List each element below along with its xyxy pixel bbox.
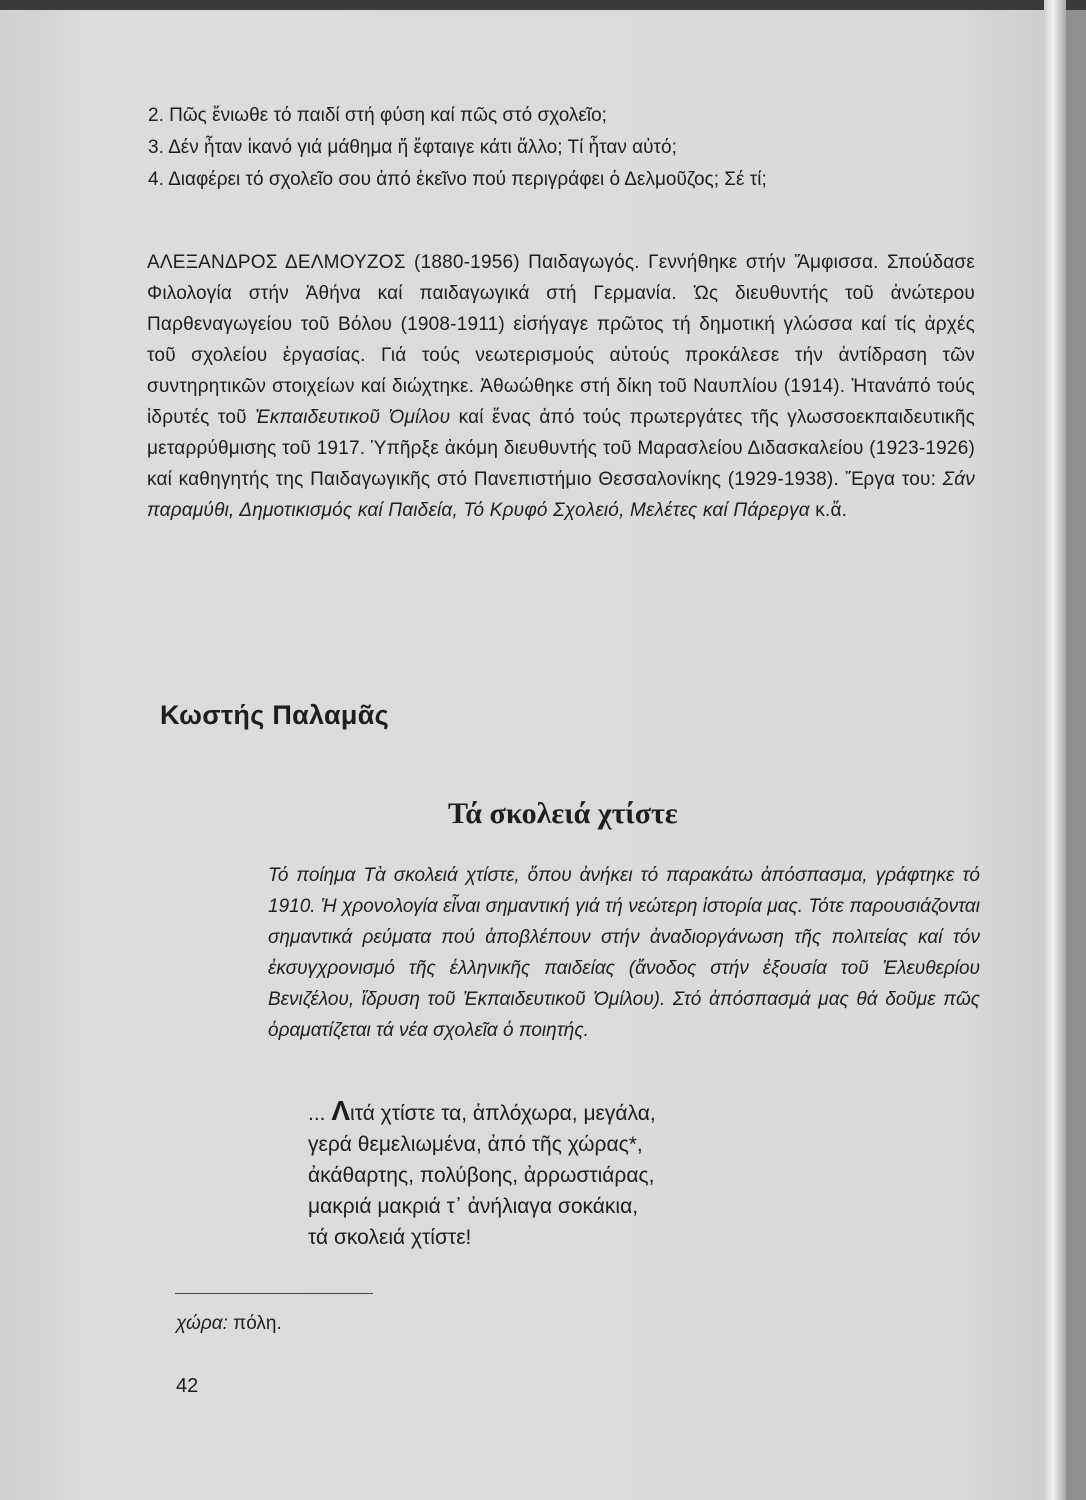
footnote bbox=[176, 1313, 282, 1335]
verse-line-3: ἀκάθαρτης, πολύβοης, ἀρρωστιάρας, bbox=[308, 1164, 655, 1187]
bio-text-3: κ.ἄ. bbox=[809, 500, 848, 521]
question-4: 4. Διαφέρει τό σχολεῖο σου ἀπό ἐκεῖνο πού περιγράφει ὁ Δελμοῦζος; Σέ τί; bbox=[148, 169, 767, 190]
poem-excerpt bbox=[308, 1095, 656, 1253]
author-heading: Κωστής Παλαμᾶς bbox=[160, 700, 389, 730]
bio-works: Σάν παραμύθι, Δημοτικισμός καί Παιδεία, Τό Κρυφό Σχολειό, Μελέτες καί Πάρεργα bbox=[147, 469, 975, 521]
bio-text-1: ΑΛΕΞΑΝΔΡΟΣ ΔΕΛΜΟΥΖΟΣ (1880-1956) Παιδαγωγός. Γεννήθηκε στήν Ἄμφισσα. Σπούδασε Φιλολογία στήν Ἀθήνα καί παιδαγωγικά στή Γερμανία. Ὡς διευθυντής τοῦ ἀνώτερου Παρθεναγωγείου τοῦ Βόλου (1908-1911) εἰσήγαγε πρῶτος τή δημοτική γλώσσα καί τίς ἀρχές τοῦ σχολείου ἐργασίας. Γιά τούς νεωτερισμούς αὐτούς προκάλεσε τήν ἀντίδραση τῶν συντηρητικῶν στοιχείων καί διώχτηκε. Ἀθωώθηκε στή δίκη τοῦ Ναυπλίου (1914). Ἠτανάπό τούς ἱδρυτές τοῦ bbox=[147, 252, 975, 428]
poem-introduction bbox=[268, 860, 980, 1046]
bio-text-2: καί ἕνας ἀπό τούς πρωτεργάτες τῆς γλωσσοεκπαιδευτικῆς μεταρρύθμισης τοῦ 1917. Ὑπῆρξε ἀκόμη διευθυντής τοῦ Μαρασλείου Διδασκαλείου (1923-1926) καί καθηγητής της Παιδαγωγικῆς στό Πανεπιστήμιο Θεσσαλονίκης (1929-1938). Ἔργα του: bbox=[147, 407, 975, 490]
verse-line-2: γερά θεμελιωμένα, ἀπό τῆς χώρας*, bbox=[308, 1133, 643, 1156]
scan-top-edge bbox=[0, 0, 1086, 10]
verse-line-5: τά σκολειά χτίστε! bbox=[308, 1226, 472, 1249]
verse-ellipsis: ... bbox=[308, 1102, 332, 1125]
question-list bbox=[148, 100, 978, 196]
page-curl-edge bbox=[1044, 0, 1066, 1500]
footnote-term: χώρα: bbox=[176, 1313, 228, 1334]
bio-society-name: Ἐκπαιδευτικοῦ Ὁμίλου bbox=[255, 407, 451, 428]
verse-initial: Λ bbox=[331, 1095, 351, 1126]
footnote-divider bbox=[175, 1293, 373, 1294]
intro-text: Τό ποίημα Τὰ σκολειά χτίστε, ὅπου ἀνήκει τό παρακάτω ἀπόσπασμα, γράφτηκε τό 1910. Ἡ χρονολογία εἶναι σημαντική γιά τή νεώτερη ἱστορία μας. Τότε παρουσιάζονται σημαντικά ρεύματα πού ἀποβλέπουν στήν ἀναδιοργάνωση τῆς πολιτείας καί τόν ἐκσυγχρονισμό τῆς ἑλληνικῆς παιδείας (ἄνοδος στήν ἐξουσία τοῦ Ἐλευθερίου Βενιζέλου, ἵδρυση τοῦ Ἐκπαιδευτικοῦ Ὁμίλου). Στό ἀπόσπασμά μας θά δοῦμε πῶς ὁραματίζεται τά νέα σχολεῖα ὁ ποιητής. bbox=[268, 865, 980, 1041]
author-biography bbox=[147, 247, 975, 526]
footnote-meaning: πόλη. bbox=[227, 1313, 282, 1334]
question-2: 2. Πῶς ἔνιωθε τό παιδί στή φύση καί πῶς στό σχολεῖο; bbox=[148, 105, 607, 126]
verse-line-1-text: ιτά χτίστε τα, ἁπλόχωρα, μεγάλα, bbox=[350, 1102, 656, 1125]
question-3: 3. Δέν ἦταν ἱκανό γιά μάθημα ἤ ἔφταιγε κάτι ἄλλο; Τί ἦταν αὐτό; bbox=[148, 137, 677, 158]
poem-title: Τά σκολειά χτίστε bbox=[448, 797, 678, 830]
verse-line-4: μακριά μακριά τ᾿ ἀνήλιαγα σοκάκια, bbox=[308, 1195, 639, 1218]
page-number: 42 bbox=[176, 1375, 199, 1397]
verse-line-1 bbox=[308, 1095, 656, 1129]
